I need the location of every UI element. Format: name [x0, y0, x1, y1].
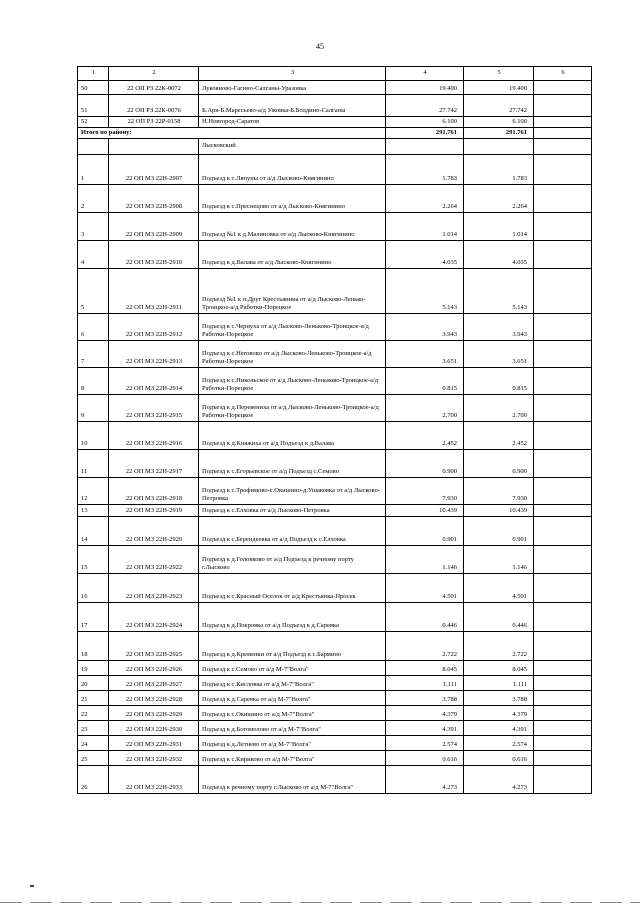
road-name: Подъезд к д.Головково от а/д Подъезд к речному порту г.Лысково — [199, 546, 386, 574]
empty-cell — [534, 574, 592, 603]
road-name: Подъезд к д.Кременки от а/д Подъезд к с.Бармино — [199, 632, 386, 661]
row-number: 16 — [78, 574, 109, 603]
page-number: 45 — [316, 42, 324, 51]
road-code: 22 ОП РЗ 22К-0072 — [109, 81, 199, 95]
road-code: 22 ОП МЗ 22Н-2912 — [109, 314, 199, 341]
length-value: 19.400 — [386, 81, 464, 95]
length-value-2: 1.146 — [464, 546, 534, 574]
length-value-2: 4.379 — [464, 706, 534, 721]
road-code: 22 ОП МЗ 22Н-2908 — [109, 185, 199, 213]
road-name: Подъезд к с.Семово от а/д М-7"Волга" — [199, 661, 386, 676]
district-name: Лысковский — [199, 139, 386, 155]
row-number: 7 — [78, 341, 109, 368]
table-row — [78, 450, 592, 478]
length-value: 8.045 — [386, 661, 464, 676]
length-value: 2.264 — [386, 185, 464, 213]
row-number: 18 — [78, 632, 109, 661]
empty-cell — [534, 721, 592, 736]
road-name: Подъезд №1 к п.Друг Крестьянина от а/д Лысково-Ленько-Троицкое-а/д Работки-Порецкое — [199, 269, 386, 314]
length-value: 2.574 — [386, 736, 464, 751]
empty-cell — [534, 314, 592, 341]
header-cell: 3 — [199, 67, 386, 81]
road-code: 22 ОП МЗ 22Н-2911 — [109, 269, 199, 314]
empty-cell — [534, 691, 592, 706]
length-value: 2.452 — [386, 422, 464, 450]
length-value-2: 3.651 — [464, 341, 534, 368]
road-code: 22 ОП МЗ 22Н-2914 — [109, 368, 199, 395]
length-value-2: 5.143 — [464, 269, 534, 314]
empty-cell — [534, 766, 592, 794]
table-row — [78, 341, 592, 368]
length-value: 3.651 — [386, 341, 464, 368]
table-row — [78, 546, 592, 574]
row-number: 13 — [78, 505, 109, 517]
length-value-2: 2.574 — [464, 736, 534, 751]
length-value: 0.901 — [386, 517, 464, 546]
empty-cell — [534, 139, 592, 155]
row-number: 51 — [78, 95, 109, 117]
row-number: 50 — [78, 81, 109, 95]
table-row — [78, 95, 592, 117]
row-number: 1 — [78, 155, 109, 185]
empty-cell — [534, 368, 592, 395]
header-cell: 6 — [534, 67, 592, 81]
road-name: Подъезд к д.Перевениха от а/д Лысково-Леньково-Троицкое-а/д Работки-Порецкое — [199, 395, 386, 422]
length-value-2: 6.100 — [464, 117, 534, 128]
row-number: 25 — [78, 751, 109, 766]
length-value-2: 0.446 — [464, 603, 534, 632]
header-cell: 4 — [386, 67, 464, 81]
length-value: 7.930 — [386, 478, 464, 505]
length-value: 1.783 — [386, 155, 464, 185]
empty-cell — [534, 128, 592, 139]
table-row — [78, 422, 592, 450]
empty-cell — [534, 269, 592, 314]
empty-cell — [534, 517, 592, 546]
empty-cell — [534, 341, 592, 368]
road-name: Подъезд к с.Трофимово-с.Окишино-д.Ушаковка от а/д Лысково-Петровка — [199, 478, 386, 505]
row-number: 23 — [78, 721, 109, 736]
length-value: 6.100 — [386, 117, 464, 128]
length-value: 27.742 — [386, 95, 464, 117]
length-value: 4.273 — [386, 766, 464, 794]
road-name: Подъезд к д.Покровка от а/д Подъезд к д.Саревка — [199, 603, 386, 632]
length-value-2: 4.391 — [464, 721, 534, 736]
road-name: Подъезд к с.Неговово от а/д Лысково-Леньково-Троицкое-а/д Работки-Порецкое — [199, 341, 386, 368]
empty-cell — [534, 603, 592, 632]
length-value-2: 2.264 — [464, 185, 534, 213]
road-name: Подъезд к с.Никольское от а/д Лысково-Леньково-Троицкое-а/д Работки-Порецкое — [199, 368, 386, 395]
road-code: 22 ОП МЗ 22Н-2907 — [109, 155, 199, 185]
road-name: Подъезд к с.Елховка от а/д Лысково-Петровка — [199, 505, 386, 517]
road-code: 22 ОП МЗ 22Н-2930 — [109, 721, 199, 736]
road-code: 22 ОП МЗ 22Н-2927 — [109, 676, 199, 691]
road-name: Подъезд к с.Егорьевское от а/д Подъезд с.Семово — [199, 450, 386, 478]
length-value: 1.014 — [386, 213, 464, 241]
length-value-2: 4.501 — [464, 574, 534, 603]
empty-cell — [534, 661, 592, 676]
road-code: 22 ОП МЗ 22Н-2924 — [109, 603, 199, 632]
empty-cell — [464, 139, 534, 155]
length-value-2: 10.439 — [464, 505, 534, 517]
header-row — [78, 67, 592, 81]
row-number: 6 — [78, 314, 109, 341]
road-name: Подъезд к д.Валава от а/д Лысково-Княгинино — [199, 241, 386, 269]
length-value: 0.446 — [386, 603, 464, 632]
table-row — [78, 117, 592, 128]
table-row — [78, 185, 592, 213]
table-row — [78, 751, 592, 766]
road-code: 22 ОП МЗ 22Н-2919 — [109, 505, 199, 517]
empty-cell — [534, 422, 592, 450]
length-value-2: 2.700 — [464, 395, 534, 422]
length-value: 4.035 — [386, 241, 464, 269]
empty-cell — [109, 139, 199, 155]
road-code: 22 ОП РЗ 22К-0076 — [109, 95, 199, 117]
empty-cell — [534, 546, 592, 574]
table-row — [78, 517, 592, 546]
road-code: 22 ОП МЗ 22Н-2922 — [109, 546, 199, 574]
table-row — [78, 395, 592, 422]
road-code: 22 ОП МЗ 22Н-2909 — [109, 213, 199, 241]
table-row — [78, 213, 592, 241]
length-value-2: 19.400 — [464, 81, 534, 95]
road-name: Подъезд к с.Красный Оселок от а/д Крестьянка-Просек — [199, 574, 386, 603]
length-value-2: 3.788 — [464, 691, 534, 706]
row-number: 9 — [78, 395, 109, 422]
road-name: Подъезд к д.Княжиха от а/д Подъезд к д.Валава — [199, 422, 386, 450]
empty-cell — [534, 241, 592, 269]
empty-cell — [534, 95, 592, 117]
table-row — [78, 603, 592, 632]
road-name: Подъезд к д.Летнево от а/д М-7"Волга" — [199, 736, 386, 751]
empty-cell — [534, 706, 592, 721]
length-value-2: 4.035 — [464, 241, 534, 269]
empty-cell — [534, 185, 592, 213]
table-row — [78, 241, 592, 269]
empty-cell — [534, 505, 592, 517]
length-value: 1.111 — [386, 676, 464, 691]
length-value: 5.143 — [386, 269, 464, 314]
table-row — [78, 721, 592, 736]
road-code: 22 ОП МЗ 22Н-2917 — [109, 450, 199, 478]
road-code: 22 ОП МЗ 22Н-2910 — [109, 241, 199, 269]
empty-cell — [78, 139, 109, 155]
road-name: Подъезд к с.Берендеевка от а/д Подъезд к с.Елховка — [199, 517, 386, 546]
total-row — [78, 128, 592, 139]
table-row — [78, 505, 592, 517]
table-row — [78, 269, 592, 314]
road-name: Н.Новгород-Саратов — [199, 117, 386, 128]
total-value: 291.761 — [386, 128, 464, 139]
row-number: 26 — [78, 766, 109, 794]
road-code: 22 ОП МЗ 22Н-2931 — [109, 736, 199, 751]
length-value-2: 1.014 — [464, 213, 534, 241]
table-row — [78, 314, 592, 341]
row-number: 4 — [78, 241, 109, 269]
length-value: 10.439 — [386, 505, 464, 517]
table-row — [78, 478, 592, 505]
empty-cell — [534, 395, 592, 422]
road-code: 22 ОП МЗ 22Н-2929 — [109, 706, 199, 721]
length-value-2: 4.273 — [464, 766, 534, 794]
empty-cell — [534, 676, 592, 691]
length-value-2: 0.901 — [464, 517, 534, 546]
length-value: 4.379 — [386, 706, 464, 721]
length-value: 3.943 — [386, 314, 464, 341]
empty-cell — [534, 736, 592, 751]
row-number: 21 — [78, 691, 109, 706]
road-name: Подъезд к речному порту г.Лысково от а/д М-7"Волга" — [199, 766, 386, 794]
road-code: 22 ОП МЗ 22Н-2916 — [109, 422, 199, 450]
length-value-2: 8.045 — [464, 661, 534, 676]
length-value: 2.700 — [386, 395, 464, 422]
row-number: 19 — [78, 661, 109, 676]
row-number: 20 — [78, 676, 109, 691]
empty-cell — [534, 450, 592, 478]
road-code: 22 ОП МЗ 22Н-2926 — [109, 661, 199, 676]
header-cell: 2 — [109, 67, 199, 81]
row-number: 52 — [78, 117, 109, 128]
table-row — [78, 632, 592, 661]
row-number: 10 — [78, 422, 109, 450]
page-bottom-edge — [0, 902, 640, 903]
road-code: 22 ОП МЗ 22Н-2913 — [109, 341, 199, 368]
road-code: 22 ОП МЗ 22Н-2933 — [109, 766, 199, 794]
length-value-2: 0.616 — [464, 751, 534, 766]
length-value-2: 1.111 — [464, 676, 534, 691]
road-code: 22 ОП МЗ 22Н-2928 — [109, 691, 199, 706]
total-label: Итого по району: — [78, 128, 386, 139]
length-value-2: 7.930 — [464, 478, 534, 505]
road-name: Б.Аря-Б.Маресьево-а/д Ужовка-Б.Болдино-Салганы — [199, 95, 386, 117]
road-code: 22 ОП МЗ 22Н-2918 — [109, 478, 199, 505]
road-name: Подъезд к с.Кисловка от а/д М-7"Волга" — [199, 676, 386, 691]
road-name: Подъезд к д.Богомолово от а/д М-7"Волга" — [199, 721, 386, 736]
length-value: 0.815 — [386, 368, 464, 395]
row-number: 15 — [78, 546, 109, 574]
road-name: Подъезд к с.Чернуха от а/д Лысково-Леньково-Троицкое-а/д Работки-Порецкое — [199, 314, 386, 341]
table-row — [78, 766, 592, 794]
length-value-2: 2.452 — [464, 422, 534, 450]
scan-mark — [30, 885, 34, 887]
road-code: 22 ОП МЗ 22Н-2923 — [109, 574, 199, 603]
length-value: 0.900 — [386, 450, 464, 478]
header-cell: 5 — [464, 67, 534, 81]
row-number: 11 — [78, 450, 109, 478]
road-name: Подъезд к с.Кириково от а/д М-7"Волга" — [199, 751, 386, 766]
length-value-2: 3.943 — [464, 314, 534, 341]
road-name: Подъезд к д.Саревка от а/д М-7"Волга" — [199, 691, 386, 706]
length-value-2: 0.900 — [464, 450, 534, 478]
table-row — [78, 368, 592, 395]
length-value: 2.722 — [386, 632, 464, 661]
table-row — [78, 676, 592, 691]
length-value: 1.146 — [386, 546, 464, 574]
length-value: 0.616 — [386, 751, 464, 766]
empty-cell — [534, 155, 592, 185]
empty-cell — [534, 632, 592, 661]
row-number: 12 — [78, 478, 109, 505]
road-code: 22 ОП МЗ 22Н-2920 — [109, 517, 199, 546]
length-value: 3.788 — [386, 691, 464, 706]
roads-table — [77, 66, 592, 794]
road-code: 22 ОП МЗ 22Н-2925 — [109, 632, 199, 661]
table-row — [78, 661, 592, 676]
table-row — [78, 155, 592, 185]
length-value-2: 1.783 — [464, 155, 534, 185]
district-row — [78, 139, 592, 155]
length-value-2: 0.815 — [464, 368, 534, 395]
table-row — [78, 574, 592, 603]
empty-cell — [534, 478, 592, 505]
table-row — [78, 691, 592, 706]
road-name: Подъезд №1 к д.Малиновка от а/д Лысково-Княгинино — [199, 213, 386, 241]
road-name: Лукояново-Гагино-Салганы-Уразовка — [199, 81, 386, 95]
row-number: 5 — [78, 269, 109, 314]
road-code: 22 ОП МЗ 22Н-2932 — [109, 751, 199, 766]
row-number: 8 — [78, 368, 109, 395]
row-number: 17 — [78, 603, 109, 632]
row-number: 2 — [78, 185, 109, 213]
total-value-2: 291.761 — [464, 128, 534, 139]
road-name: Подъезд к с.Окишино от а/д М-7"Волга" — [199, 706, 386, 721]
row-number: 24 — [78, 736, 109, 751]
row-number: 22 — [78, 706, 109, 721]
header-cell: 1 — [78, 67, 109, 81]
table-row — [78, 736, 592, 751]
length-value: 4.501 — [386, 574, 464, 603]
road-code: 22 ОП МЗ 22Н-2915 — [109, 395, 199, 422]
row-number: 14 — [78, 517, 109, 546]
empty-cell — [534, 117, 592, 128]
road-name: Подъезд к с.Преснецово от а/д Лысково-Княгинино — [199, 185, 386, 213]
empty-cell — [534, 213, 592, 241]
length-value: 4.391 — [386, 721, 464, 736]
empty-cell — [386, 139, 464, 155]
empty-cell — [534, 751, 592, 766]
table-row — [78, 81, 592, 95]
table-row — [78, 706, 592, 721]
road-name: Подъезд к с.Ляпуны от а/д Лысково-Княгинино — [199, 155, 386, 185]
empty-cell — [534, 81, 592, 95]
road-code: 22 ОП РЗ 22Р-0158 — [109, 117, 199, 128]
row-number: 3 — [78, 213, 109, 241]
length-value-2: 27.742 — [464, 95, 534, 117]
length-value-2: 2.722 — [464, 632, 534, 661]
